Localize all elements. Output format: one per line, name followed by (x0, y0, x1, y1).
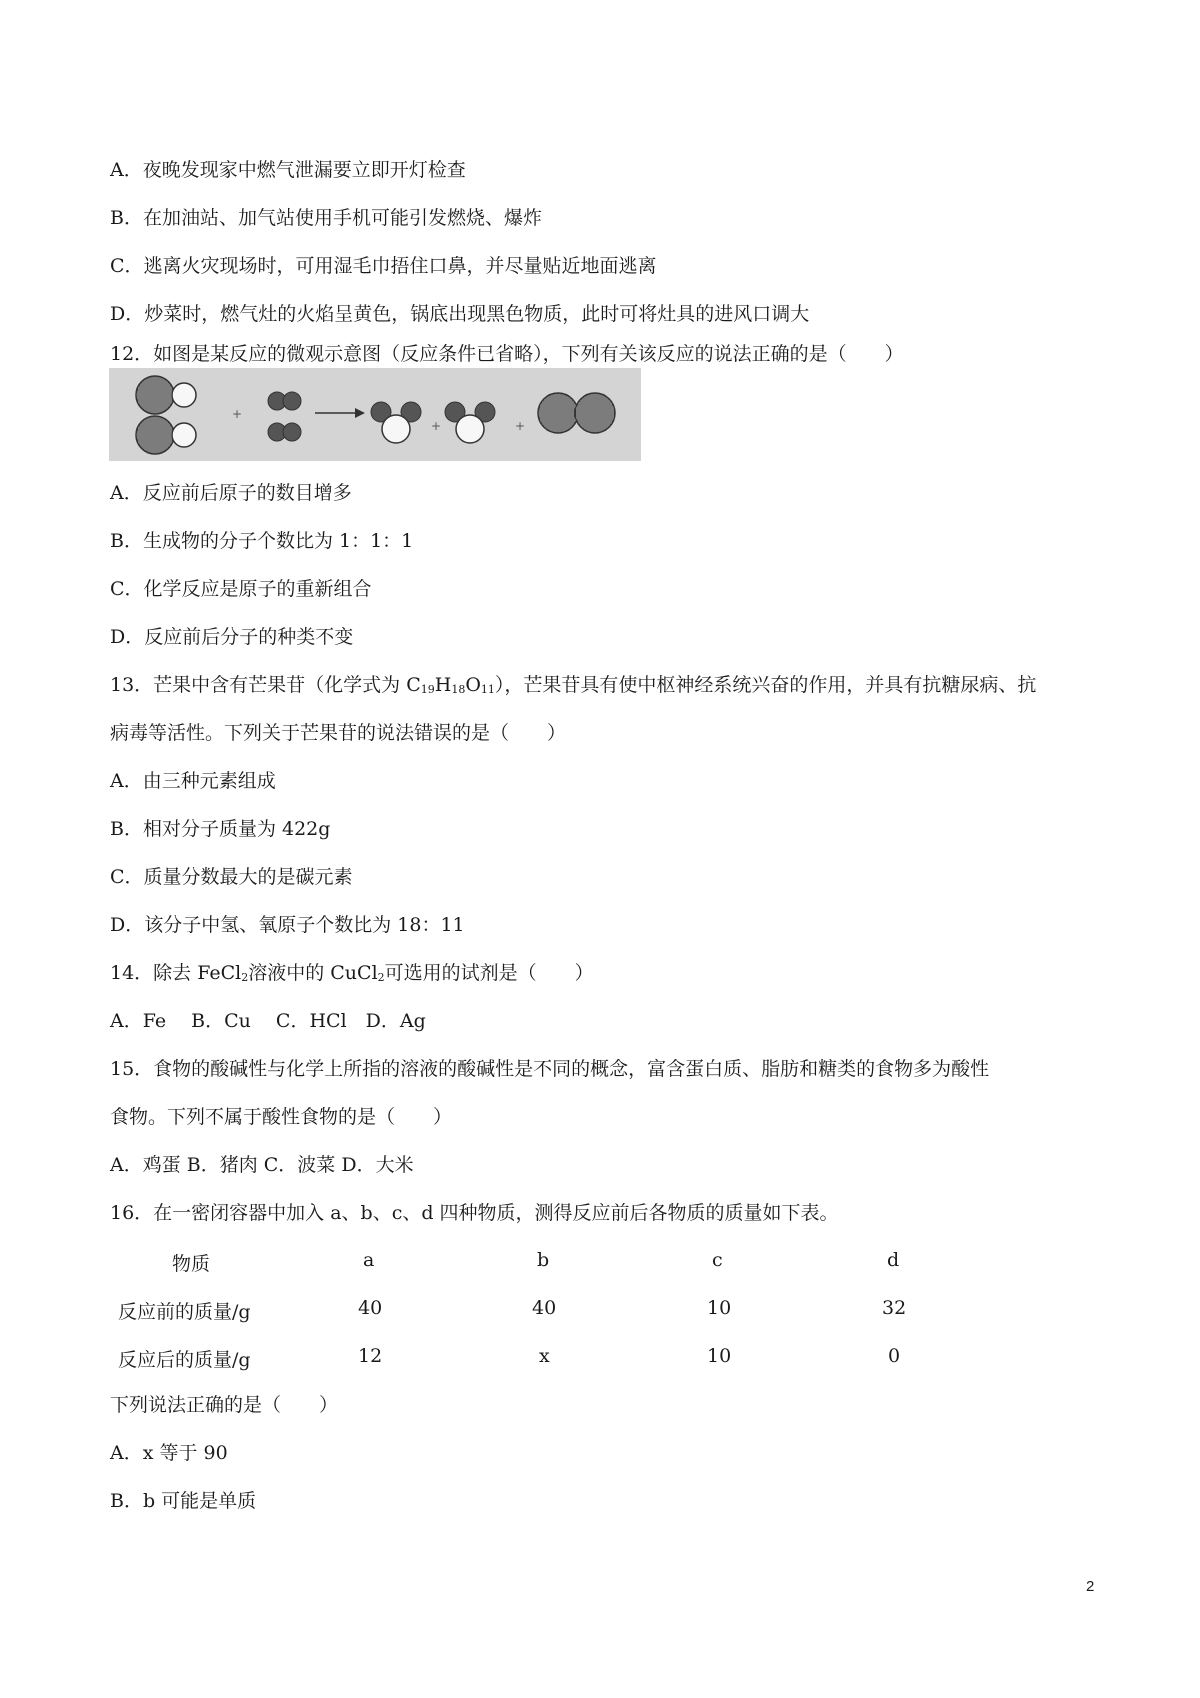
product-molecule-3 (538, 393, 615, 433)
q16-option-b: B．b 可能是单质 (110, 1490, 257, 1512)
q14-stem (110, 961, 594, 990)
reactant-molecule-2 (136, 416, 196, 454)
q15-stem-line1: 15．食物的酸碱性与化学上所指的溶液的酸碱性是不同的概念，富含蛋白质、脂肪和糖类的食物多为酸性 (110, 1058, 990, 1080)
q13-stem-line2: 病毒等活性。下列关于芒果苷的说法错误的是（ ） (110, 722, 567, 744)
q12-option-b: B．生成物的分子个数比为 1：1：1 (110, 530, 414, 552)
q14-subscript-2: 2 (377, 971, 385, 984)
q15-stem-line2: 食物。下列不属于酸性食物的是（ ） (110, 1106, 453, 1128)
product-molecule-1 (371, 402, 421, 443)
table-cell: 0 (888, 1345, 901, 1367)
q14-stem-part-b: 溶液中的 CuCl (248, 962, 378, 984)
reaction-micro-diagram (109, 368, 641, 461)
q14-subscript-1: 2 (241, 971, 249, 984)
table-row-label: 反应后的质量/g (118, 1349, 251, 1371)
q11-option-a: A．夜晚发现家中燃气泄漏要立即开灯检查 (110, 159, 466, 181)
plus-sign-1: + (232, 407, 243, 421)
product-molecule-2 (445, 402, 495, 443)
q16-option-a: A．x 等于 90 (110, 1442, 228, 1464)
q13-h-symbol: H (434, 674, 452, 696)
q14-stem-part-a: 14．除去 FeCl (110, 962, 242, 984)
q13-subscript-o: 11 (480, 683, 495, 696)
q16-table-row-after (110, 1345, 1010, 1371)
q11-option-d: D．炒菜时，燃气灶的火焰呈黄色，锅底出现黑色物质，此时可将灶具的进风口调大 (110, 303, 810, 325)
reactant-molecule-3 (268, 392, 301, 410)
table-row-label: 反应前的质量/g (118, 1301, 251, 1323)
q11-option-b: B．在加油站、加气站使用手机可能引发燃烧、爆炸 (110, 207, 542, 229)
plus-sign-3: + (515, 419, 526, 433)
q12-option-c: C．化学反应是原子的重新组合 (110, 578, 372, 600)
q13-subscript-c: 19 (420, 683, 435, 696)
table-cell: 32 (882, 1297, 907, 1319)
q13-option-a: A．由三种元素组成 (110, 770, 276, 792)
table-header-d: d (887, 1249, 900, 1271)
q13-option-d: D．该分子中氢、氧原子个数比为 18：11 (110, 914, 465, 936)
q13-stem-part-a: 13．芒果中含有芒果苷（化学式为 C (110, 674, 421, 696)
reaction-arrow (315, 408, 365, 418)
q12-stem: 12．如图是某反应的微观示意图（反应条件已省略），下列有关该反应的说法正确的是（ ） (110, 343, 904, 365)
table-header-c: c (712, 1249, 723, 1271)
q13-o-symbol: O (465, 674, 481, 696)
reaction-diagram-svg (109, 368, 641, 461)
plus-sign-2: + (431, 419, 442, 433)
table-cell: 40 (532, 1297, 557, 1319)
table-header-substance: 物质 (172, 1253, 211, 1275)
q13-stem-line1 (110, 673, 1036, 702)
table-cell: 10 (707, 1345, 732, 1367)
q16-table-header (110, 1249, 1010, 1275)
q13-option-b: B．相对分子质量为 422g (110, 818, 331, 840)
q13-subscript-h: 18 (451, 683, 466, 696)
q16-stem: 16．在一密闭容器中加入 a、b、c、d 四种物质，测得反应前后各物质的质量如下表。 (110, 1202, 839, 1224)
table-header-b: b (537, 1249, 550, 1271)
table-cell: 40 (358, 1297, 383, 1319)
table-header-a: a (363, 1249, 375, 1271)
table-cell: 10 (707, 1297, 732, 1319)
q14-options: A．Fe B．Cu C．HCl D．Ag (110, 1010, 426, 1032)
table-cell: x (539, 1345, 550, 1367)
q13-stem-part-b: ），芒果苷具有使中枢神经系统兴奋的作用，并具有抗糖尿病、抗 (494, 674, 1037, 696)
q12-option-d: D．反应前后分子的种类不变 (110, 626, 354, 648)
table-cell: 12 (358, 1345, 383, 1367)
q12-option-a: A．反应前后原子的数目增多 (110, 482, 352, 504)
q11-option-c: C．逃离火灾现场时，可用湿毛巾捂住口鼻，并尽量贴近地面逃离 (110, 255, 657, 277)
page-number: 2 (1086, 1578, 1095, 1595)
reactant-molecule-1 (136, 376, 196, 414)
reactant-molecule-4 (268, 423, 301, 441)
q16-table-row-before (110, 1297, 1010, 1323)
q15-options: A．鸡蛋 B．猪肉 C．波菜 D．大米 (110, 1154, 414, 1176)
q13-option-c: C．质量分数最大的是碳元素 (110, 866, 353, 888)
q14-stem-part-c: 可选用的试剂是（ ） (384, 962, 594, 984)
q16-prompt: 下列说法正确的是（ ） (110, 1394, 339, 1416)
